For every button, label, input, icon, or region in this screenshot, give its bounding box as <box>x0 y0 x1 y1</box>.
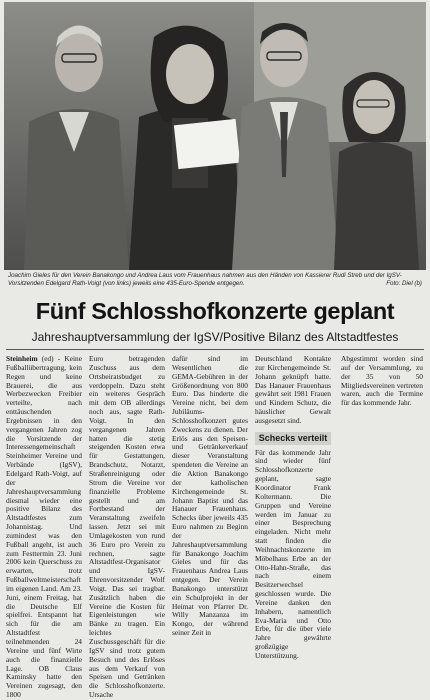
column-1-body: (ed) - Keine Fußballübertragung, kein Regen und keine Brauerei, die aus Werbezwecken Freibier verteilte, nach enttäuschenden Ergebnissen in den vergangenen Jahren zog die Vorsitzende der Interessengemeinschaft Steinheimer Vereine und Verbände (IgSV), Edelgard Rath-Voigt, auf der Jahreshauptversammlung diesmal wieder eine positive Bilanz des Altstadtfestes zum Johannistag. Und zumindest was den Fußball angeht, ist auch zum Festtermin 23. Juni 2006 kein Querschuss zu erwarten, trotz Fußballweltmeisterschaft im eigenen Land. Am 23. Juni, einem Freitag, hat die Deutsche Elf spielfrei. Entspannt hat sich für die am Altstadtfest teilnehmenden 24 Vereine und fünf Wirte auch die finanzielle Lage. OB Claus Kaminsky hatte den Vereinen zugesagt, den 1800 <box>6 354 82 700</box>
article-column-4 <box>255 354 331 660</box>
column-3-text: dafür sind im Wesentlichen die GEMA-Gebühren in der Größenordnung von 800 Euro. Das hinderte die Vereine nicht, bei dem Jubiläums-Schlosshofkonzert gutes Zweckens zu dienen. Der Erlös aus den Speisen- und Getränkeverkauf dieser Veranstaltung spendeten die Vereine an die Aktion Banakongo der katholischen Kirchengemeinde St. Johann Baptist und das Hanauer Frauenhaus. Schecks über jeweils 435 Euro nahmen zu Beginn der Jahreshauptversammlung für Banakongo Joachim Gieles und für das Frauenhaus Andrea Laus entgegen. Der Verein Banakongo unterstützt ein Schulprojekt in der Heimat von Pfarrer Dr. Willy Manzanza im Kongo, der während seiner Zeit in <box>172 354 248 638</box>
article-column-1 <box>6 354 82 700</box>
headline: Fünf Schlosshofkonzerte geplant <box>35 298 395 324</box>
column-5-text: Abgestimmt worden sind auf der Versammlung, zu der 35 von 50 Mitgliedsvereinen vertreten waren, auch die Termine für das kommende Jahr. <box>341 354 423 408</box>
caption-text: Joachim Gieles für den Verein Banakongo und Andrea Laus vom Frauenhaus nahmen aus den Händen von Kassierer Rudi Streb und der IgSV-Vorsitzenden Edelgard Rath-Voigt (von links) jeweils eine 435-Euro-Spende entgegen. <box>8 272 402 287</box>
article-column-5 <box>341 355 423 597</box>
cheque <box>174 119 240 169</box>
subheadline: Jahreshauptversammlung der IgSV/Positive Bilanz des Altstadtfestes <box>31 330 399 344</box>
divider <box>6 349 424 350</box>
dateline: Steinheim <box>6 354 38 363</box>
article-column-2 <box>89 354 165 700</box>
column-4-text: Deutschland Kontakte zur Kirchengemeinde St. Johann geknüpft hatte. Das Hanauer Frauenhaus gewährt seit 1981 Frauen und Kindern Schutz, die häuslicher Gewalt ausgesetzt sind. <box>255 354 331 425</box>
column-1-text <box>6 355 82 700</box>
column-4-text-2: Für das kommende Jahr sind wieder fünf Schlosshofkonzerte geplant, sagte Koordinator Frank Koltermann. Die Gruppen und Vereine werden im Januar zu einer Besprechung eingeladen. Nicht mehr statt finden die Weihnachtskonzerte im Möbelhaus Erbe an der Otto-Hahn-Straße, das nach einem Besitzerwechsel geschlossen wurde. Die Vereine danken den Inhabern, namentlich Eva-Maria und Otto Erbe, für die über viele Jahre gewährte großzügige Unterstützung. <box>255 447 331 660</box>
column-2-text: Euro betragenden Zuschuss aus dem Ortsbeiratsbudget zu verdoppeln. Dazu steht ein weiteres Gespräch mit dem OB allerdings noch aus, sagte Rath-Voigt. In den vergangenen Jahren hatten die stetig steigenden Kosten etwa für Gestattungen, Brandschutz, Notarzt, Straßenreinigung oder Strom die Vereine vor finanzielle Probleme gestellt und am Fortbestand der Veranstaltung zweifeln lassen. Jetzt sei mit Umlagekosten von rund 36 Euro pro Verein zu rechnen, sagte Altstadtfest-Organisator und IgSV-Ehrenvorsitzender Wolf Voigt. Das sei tragbar. Zusätzlich haben die Vereine die Kosten für Eigenleistungen wie Bänke zu tragen. Ein leichtes Zuschussgeschäft für die IgSV sind trotz gutem Besuch und des Erlöses aus dem Verkauf von Speisen und Getränken die Schlosshofkonzerte. Ursache <box>89 354 165 700</box>
photo-caption <box>8 272 422 288</box>
photo-illustration <box>4 2 426 270</box>
section-heading-box: Schecks verteilt <box>255 432 331 445</box>
article-column-3 <box>172 354 248 638</box>
news-photo <box>4 2 426 270</box>
photo-credit: Foto: Diel (b) <box>386 280 422 287</box>
